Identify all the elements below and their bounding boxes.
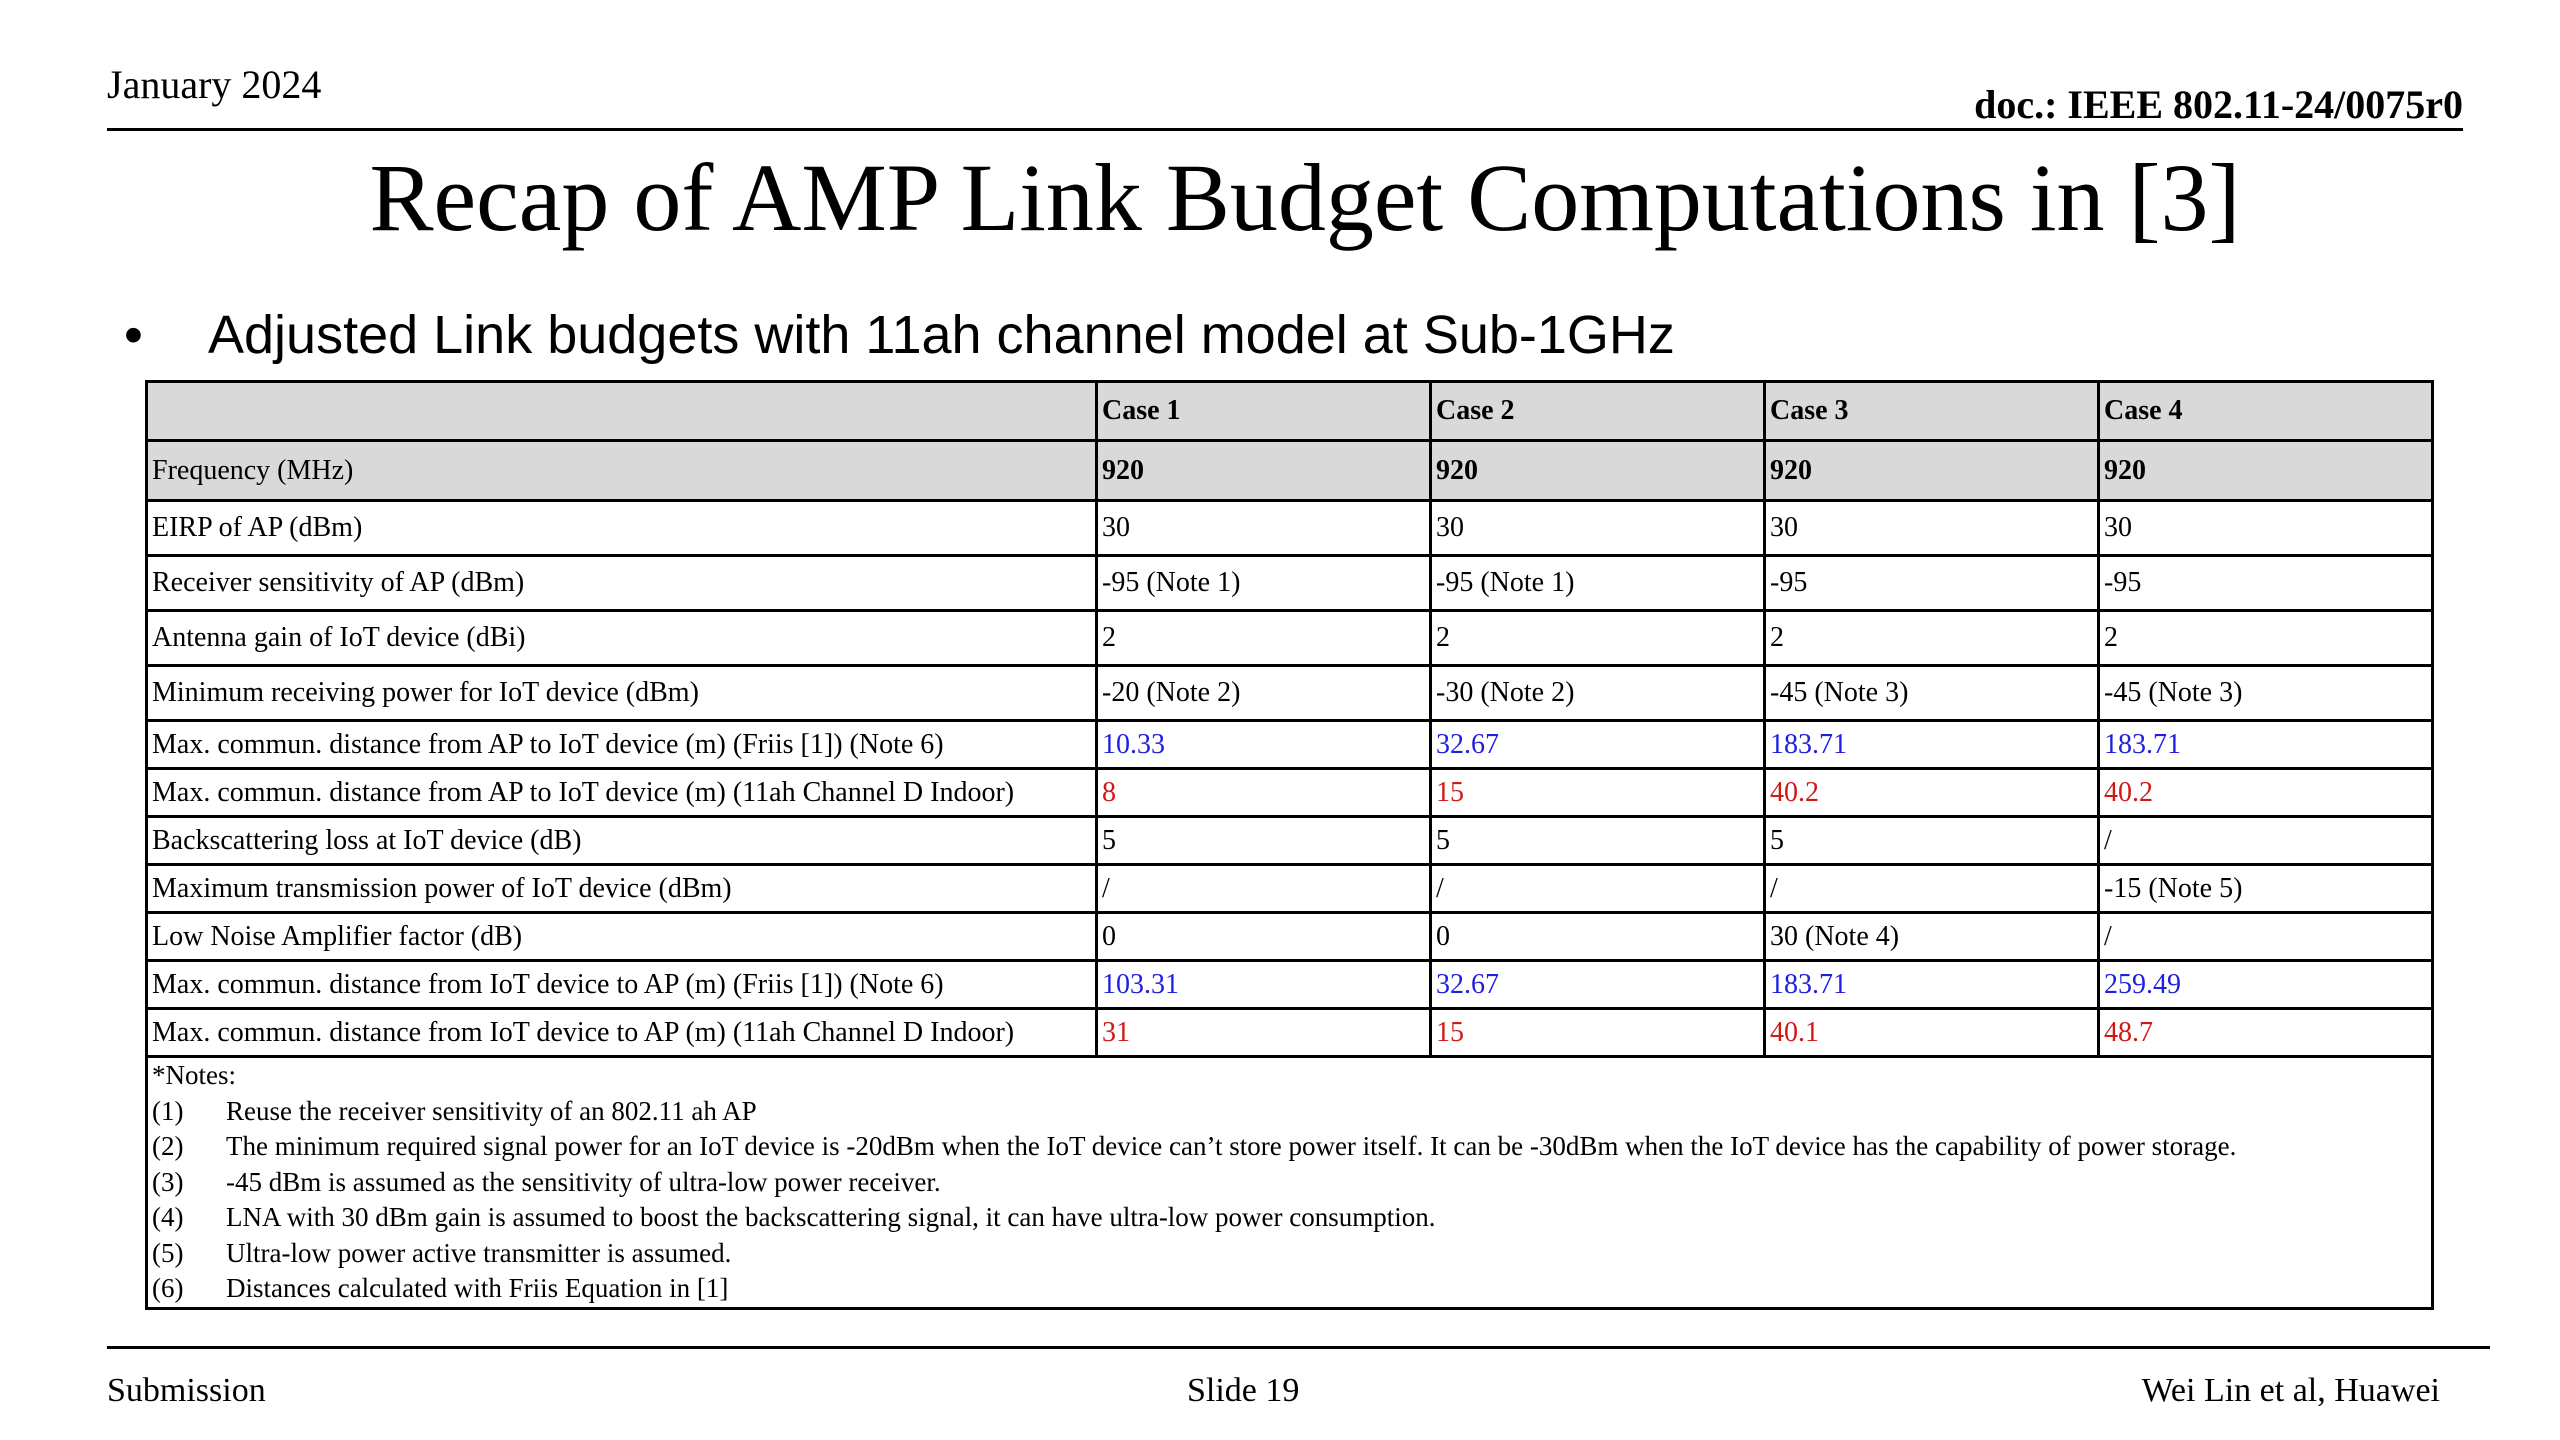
row-label: Max. commun. distance from AP to IoT device (m) (11ah Channel D Indoor): [147, 769, 1097, 817]
cell-case-4: -15 (Note 5): [2099, 865, 2433, 913]
cell-case-3: /: [1765, 865, 2099, 913]
cell-case-4: /: [2099, 817, 2433, 865]
cell-case-2: 5: [1431, 817, 1765, 865]
row-label: Backscattering loss at IoT device (dB): [147, 817, 1097, 865]
header-cell-case-4: Case 4: [2099, 382, 2433, 441]
bullet-marker: •: [124, 305, 143, 365]
note-number: (4): [152, 1202, 184, 1232]
note-text: LNA with 30 dBm gain is assumed to boost the backscattering signal, it can have ultra-low power consumption.: [226, 1202, 1436, 1232]
note-item: [152, 1129, 2431, 1165]
note-number: (5): [152, 1237, 184, 1268]
note-text: Reuse the receiver sensitivity of an 802.11 ah AP: [226, 1095, 757, 1126]
header-divider: [107, 128, 2463, 131]
bullet-item: [124, 300, 1675, 370]
table-row: [147, 961, 2433, 1009]
cell-case-3: 30 (Note 4): [1765, 913, 2099, 961]
note-item: [152, 1165, 2431, 1201]
cell-case-1: 30: [1097, 501, 1431, 556]
table-row: [147, 611, 2433, 666]
cell-case-4: -45 (Note 3): [2099, 666, 2433, 721]
cell-case-4: -95: [2099, 556, 2433, 611]
frequency-case-1: 920: [1097, 441, 1431, 501]
cell-case-1: 0: [1097, 913, 1431, 961]
cell-case-2: 0: [1431, 913, 1765, 961]
note-number: (3): [152, 1166, 184, 1197]
cell-case-1: 103.31: [1097, 961, 1431, 1009]
notes-row: [147, 1057, 2433, 1309]
row-label: Receiver sensitivity of AP (dBm): [147, 556, 1097, 611]
note-item: [152, 1094, 2431, 1130]
cell-case-4: 48.7: [2099, 1009, 2433, 1057]
table-row: [147, 721, 2433, 769]
cell-case-4: 2: [2099, 611, 2433, 666]
table-row: [147, 666, 2433, 721]
footer-divider: [107, 1346, 2490, 1349]
table-row: [147, 865, 2433, 913]
note-number: (2): [152, 1131, 184, 1161]
cell-case-4: 259.49: [2099, 961, 2433, 1009]
footer-author: Wei Lin et al, Huawei: [2141, 1372, 2440, 1409]
cell-case-4: 183.71: [2099, 721, 2433, 769]
frequency-label: Frequency (MHz): [147, 441, 1097, 501]
header-cell-empty: [147, 382, 1097, 441]
note-text: The minimum required signal power for an IoT device is -20dBm when the IoT device can’t store power itself. It can be -30dBm when the IoT device has the capability of power storage.: [226, 1131, 2237, 1161]
bullet-text: Adjusted Link budgets with 11ah channel model at Sub-1GHz: [208, 305, 1675, 365]
cell-case-2: -30 (Note 2): [1431, 666, 1765, 721]
cell-case-2: 15: [1431, 769, 1765, 817]
cell-case-1: 8: [1097, 769, 1431, 817]
note-number: (1): [152, 1095, 184, 1126]
cell-case-1: 5: [1097, 817, 1431, 865]
cell-case-2: 30: [1431, 501, 1765, 556]
cell-case-4: /: [2099, 913, 2433, 961]
cell-case-2: -95 (Note 1): [1431, 556, 1765, 611]
row-label: Max. commun. distance from IoT device to AP (m) (11ah Channel D Indoor): [147, 1009, 1097, 1057]
cell-case-3: 40.1: [1765, 1009, 2099, 1057]
row-label: Maximum transmission power of IoT device (dBm): [147, 865, 1097, 913]
cell-case-3: -45 (Note 3): [1765, 666, 2099, 721]
table-row: [147, 1009, 2433, 1057]
header-cell-case-2: Case 2: [1431, 382, 1765, 441]
notes-cell: [147, 1057, 2433, 1309]
table-row: [147, 556, 2433, 611]
cell-case-2: 32.67: [1431, 721, 1765, 769]
cell-case-1: -20 (Note 2): [1097, 666, 1431, 721]
cell-case-2: 2: [1431, 611, 1765, 666]
note-item: [152, 1200, 2431, 1236]
footer-submission: Submission: [107, 1372, 266, 1409]
note-item: [152, 1236, 2431, 1272]
header-date: January 2024: [107, 62, 322, 107]
cell-case-1: 10.33: [1097, 721, 1431, 769]
row-label: Max. commun. distance from IoT device to AP (m) (Friis [1]) (Note 6): [147, 961, 1097, 1009]
cell-case-3: 30: [1765, 501, 2099, 556]
header-cell-case-3: Case 3: [1765, 382, 2099, 441]
header-doc-id: doc.: IEEE 802.11-24/0075r0: [1974, 82, 2463, 127]
cell-case-4: 40.2: [2099, 769, 2433, 817]
note-text: -45 dBm is assumed as the sensitivity of ultra-low power receiver.: [226, 1166, 941, 1197]
frequency-row: [147, 441, 2433, 501]
table-row: [147, 769, 2433, 817]
frequency-case-4: 920: [2099, 441, 2433, 501]
cell-case-3: -95: [1765, 556, 2099, 611]
cell-case-1: /: [1097, 865, 1431, 913]
slide-title: Recap of AMP Link Budget Computations in [3]: [369, 144, 2241, 251]
header-cell-case-1: Case 1: [1097, 382, 1431, 441]
cell-case-3: 183.71: [1765, 961, 2099, 1009]
cell-case-2: 15: [1431, 1009, 1765, 1057]
cell-case-2: /: [1431, 865, 1765, 913]
row-label: Antenna gain of IoT device (dBi): [147, 611, 1097, 666]
row-label: Max. commun. distance from AP to IoT device (m) (Friis [1]) (Note 6): [147, 721, 1097, 769]
cell-case-2: 32.67: [1431, 961, 1765, 1009]
note-item: [152, 1271, 2431, 1307]
cell-case-3: 40.2: [1765, 769, 2099, 817]
cell-case-1: -95 (Note 1): [1097, 556, 1431, 611]
table-row: [147, 501, 2433, 556]
cell-case-4: 30: [2099, 501, 2433, 556]
cell-case-3: 5: [1765, 817, 2099, 865]
note-text: Distances calculated with Friis Equation in [1]: [226, 1273, 729, 1303]
table-header-row: [147, 382, 2433, 441]
table-row: [147, 913, 2433, 961]
row-label: Low Noise Amplifier factor (dB): [147, 913, 1097, 961]
note-number: (6): [152, 1273, 184, 1303]
frequency-case-2: 920: [1431, 441, 1765, 501]
cell-case-1: 2: [1097, 611, 1431, 666]
cell-case-3: 2: [1765, 611, 2099, 666]
cell-case-1: 31: [1097, 1009, 1431, 1057]
link-budget-table: [145, 380, 2434, 1310]
row-label: Minimum receiving power for IoT device (dBm): [147, 666, 1097, 721]
footer-slide-number: Slide 19: [1187, 1372, 1300, 1409]
notes-heading: *Notes:: [152, 1060, 236, 1090]
table-row: [147, 817, 2433, 865]
cell-case-3: 183.71: [1765, 721, 2099, 769]
frequency-case-3: 920: [1765, 441, 2099, 501]
note-text: Ultra-low power active transmitter is assumed.: [226, 1237, 732, 1268]
row-label: EIRP of AP (dBm): [147, 501, 1097, 556]
